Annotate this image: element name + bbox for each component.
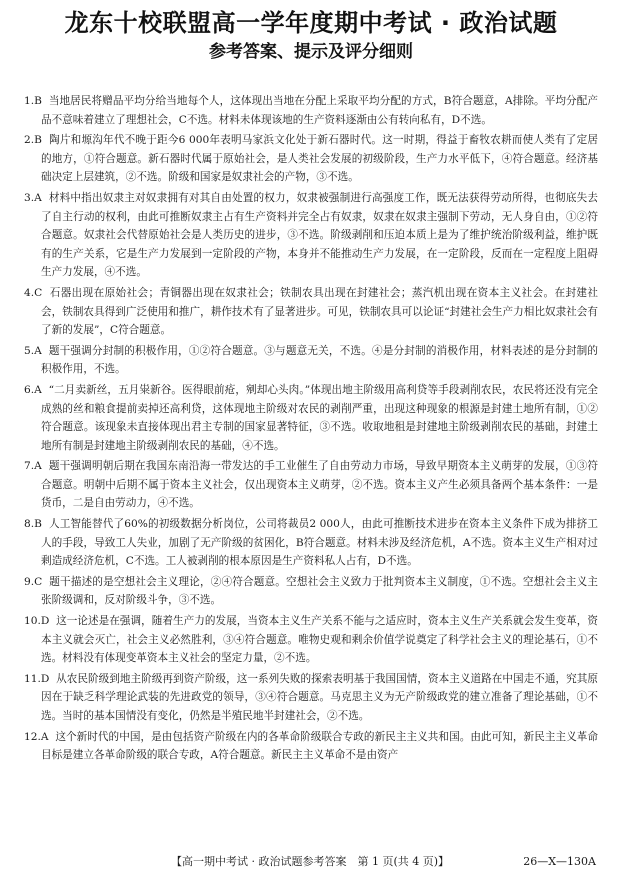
answer-text: 这个新时代的中国，是由包括资产阶级在内的各革命阶级联合专政的新民主主义共和国。由此可知，新民主主义革命目标是建立各革命阶级的联合专政，A符合题意。新民主主义革命不是由资产 <box>41 730 598 762</box>
footer-doc-code: 26—X—130A <box>523 855 596 868</box>
page-title: 龙东十校联盟高一学年度期中考试 · 政治试题 <box>64 9 558 37</box>
answer-number: 8.B <box>24 518 42 531</box>
answer-item <box>24 457 598 513</box>
answer-text: 当地居民将赠品平均分给当地每个人，这体现出当地在分配上采取平均分配的方式，B符合题意，A排除。平均分配产品不意味着建立了理想社会，C不选。材料未体现该地的生产资料逐渐由公有转向私有，D不选。 <box>41 95 598 126</box>
answer-item <box>24 381 598 455</box>
answer-item <box>24 189 598 282</box>
answer-list <box>24 92 598 765</box>
answer-number: 9.C <box>24 575 43 588</box>
answer-item <box>24 670 598 726</box>
answer-number: 10.D <box>24 615 50 628</box>
answer-number: 11.D <box>24 672 50 685</box>
answer-text: 从农民阶级到地主阶级再到资产阶级，这一系列失败的探索表明基于我国国情，资本主义道路在中国走不通，究其原因在于缺乏科学理论武装的先进政党的领导，③④符合题意。马克思主义为无产阶级政党的建立准备了理论基础，①不选。当时的基本国情没有变化，仍然是半殖民地半封建社会，②不选。 <box>41 672 598 722</box>
answer-text: 题干描述的是空想社会主义理论，②④符合题意。空想社会主义致力于批判资本主义制度，①不选。空想社会主义主张阶级调和，反对阶级斗争，③不选。 <box>41 575 598 607</box>
answer-item <box>24 131 598 187</box>
answer-text: 题干强调明朝后期在我国东南沿海一带发达的手工业催生了自由劳动力市场，导致早期资本主义萌芽的发展，①③符合题意。明朝中后期不属于资本主义社会，仅出现资本主义萌芽，②不选。资本主义产生必须具备两个基本条件：一是货币，二是自由劳动力，④不选。 <box>41 460 598 510</box>
answer-item <box>24 573 598 610</box>
answer-text: 题干强调分封制的积极作用，①②符合题意。③与题意无关，不选。④是分封制的消极作用，材料表述的是分封制的积极作用，不选。 <box>41 344 598 376</box>
answer-text: 石器出现在原始社会；青铜器出现在奴隶社会；铁制农具出现在封建社会；蒸汽机出现在资本主义社会。在封建社会，铁制农具得到广泛使用和推广，耕作技术有了显著进步。可见，铁制农具可以论证“封建社会生产力相比奴隶社会有了新的发展”，C符合题意。 <box>41 286 598 337</box>
answer-item <box>24 728 598 765</box>
answer-number: 5.A <box>24 344 42 357</box>
answer-item <box>24 612 598 668</box>
answer-number: 2.B <box>24 134 42 147</box>
answer-text: 人工智能替代了60%的初级数据分析岗位，公司将裁员2 000人，由此可推断技术进步在资本主义条件下成为排挤工人的手段，导致工人失业，加剧了无产阶级的贫困化，B符合题意。材料未涉及经济危机，A不选。资本主义生产相对过剩造成经济危机，C不选。工人被剥削的根本原因是生产资料私人占有，D不选。 <box>41 518 598 568</box>
answer-text: 材料中指出奴隶主对奴隶拥有对其自由处置的权力，奴隶被强制进行高强度工作，既无法获得劳动所得，也彻底失去了自主行动的权利，由此可推断奴隶主占有生产资料并完全占有奴隶，奴隶在奴隶主强制下劳动，无人身自由，①②符合题意。奴隶社会代替原始社会是人类历史的进步，③不选。阶级剥削和压迫本质上是为了维护统治阶级利益，维护既有的生产关系，它是生产力发展到一定阶段的产物，本身并不能推动生产力发展，在一定阶段，反而在一定程度上阻碍生产力发展，④不选。 <box>41 191 598 279</box>
answer-item <box>24 92 598 129</box>
answer-number: 3.A <box>24 191 42 204</box>
answer-text: 这一论述是在强调，随着生产力的发展，当资本主义生产关系不能与之适应时，资本主义生产关系就会发生变革，资本主义就会灭亡，社会主义必然胜利，③④符合题意。唯物史观和剩余价值学说奠定了科学社会主义的理论基石，①不选。材料没有体现变革资本主义社会的坚定力量，②不选。 <box>41 615 598 665</box>
answer-number: 12.A <box>24 730 49 743</box>
answer-item <box>24 342 598 379</box>
answer-number: 7.A <box>24 460 42 473</box>
page-subtitle: 参考答案、提示及评分细则 <box>209 42 413 62</box>
page-footer <box>0 853 620 871</box>
answer-number: 1.B <box>24 95 42 107</box>
answer-item <box>24 515 598 571</box>
answer-item <box>24 284 598 340</box>
answer-number: 6.A <box>24 383 42 396</box>
answer-number: 4.C <box>24 286 43 299</box>
footer-page-info: 【高一期中考试 · 政治试题参考答案 第 1 页(共 4 页)】 <box>170 855 450 868</box>
answer-text: “二月卖新丝，五月粜新谷。医得眼前疮，剜却心头肉。”体现出地主阶级用高利贷等手段剥削农民，农民将还没有完全成熟的丝和粮食提前卖掉还高利贷，这体现地主阶级对农民的剥削严重，出现这种现象的根源是封建土地所有制，①②符合题意。该现象未直接体现出君主专制的国家显著特征，③不选。收取地租是封建地主阶级剥削农民的基础，封建土地所有制是封建地主阶级剥削农民的基础，④不选。 <box>41 383 598 452</box>
answer-text: 陶片和塬沟年代不晚于距今6 000年表明马家浜文化处于新石器时代。这一时期，得益于畜牧农耕而使人类有了定居的地方，①符合题意。新石器时代属于原始社会，是人类社会发展的初级阶段，生产力水平低下，④符合题意。经济基础决定上层建筑，②不选。阶级和国家是奴隶社会的产物，③不选。 <box>41 134 598 184</box>
